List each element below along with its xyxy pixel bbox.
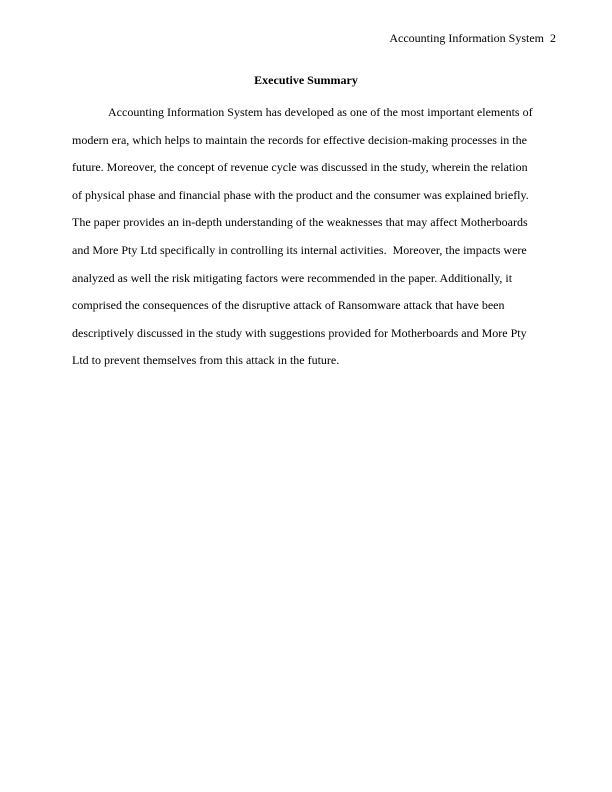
executive-summary-paragraph	[72, 99, 542, 375]
section-heading: Executive Summary	[254, 73, 358, 87]
paragraph-line: Accounting Information System has developed as one of the most important elements of	[108, 105, 533, 119]
running-title: Accounting Information System	[389, 31, 544, 45]
paragraph-line: descriptively discussed in the study with suggestions provided for Motherboards and More Pty	[72, 325, 527, 340]
paragraph-line: of physical phase and financial phase with the product and the consumer was explained briefly.	[72, 187, 529, 202]
paragraph-line: Ltd to prevent themselves from this attack in the future.	[72, 353, 340, 368]
paragraph-line: comprised the consequences of the disruptive attack of Ransomware attack that have been	[72, 298, 505, 313]
paragraph-line: and More Pty Ltd specifically in controlling its internal activities. Moreover, the impacts were	[72, 242, 527, 257]
running-header	[389, 30, 556, 46]
paragraph-line: The paper provides an in-depth understanding of the weaknesses that may affect Motherboards	[72, 215, 528, 230]
page-number: 2	[550, 31, 556, 45]
paragraph-line: future. Moreover, the concept of revenue cycle was discussed in the study, wherein the relation	[72, 160, 528, 175]
paragraph-line: analyzed as well the risk mitigating factors were recommended in the paper. Additionally, it	[72, 270, 513, 285]
paragraph-line: modern era, which helps to maintain the records for effective decision-making processes in the	[72, 132, 527, 147]
